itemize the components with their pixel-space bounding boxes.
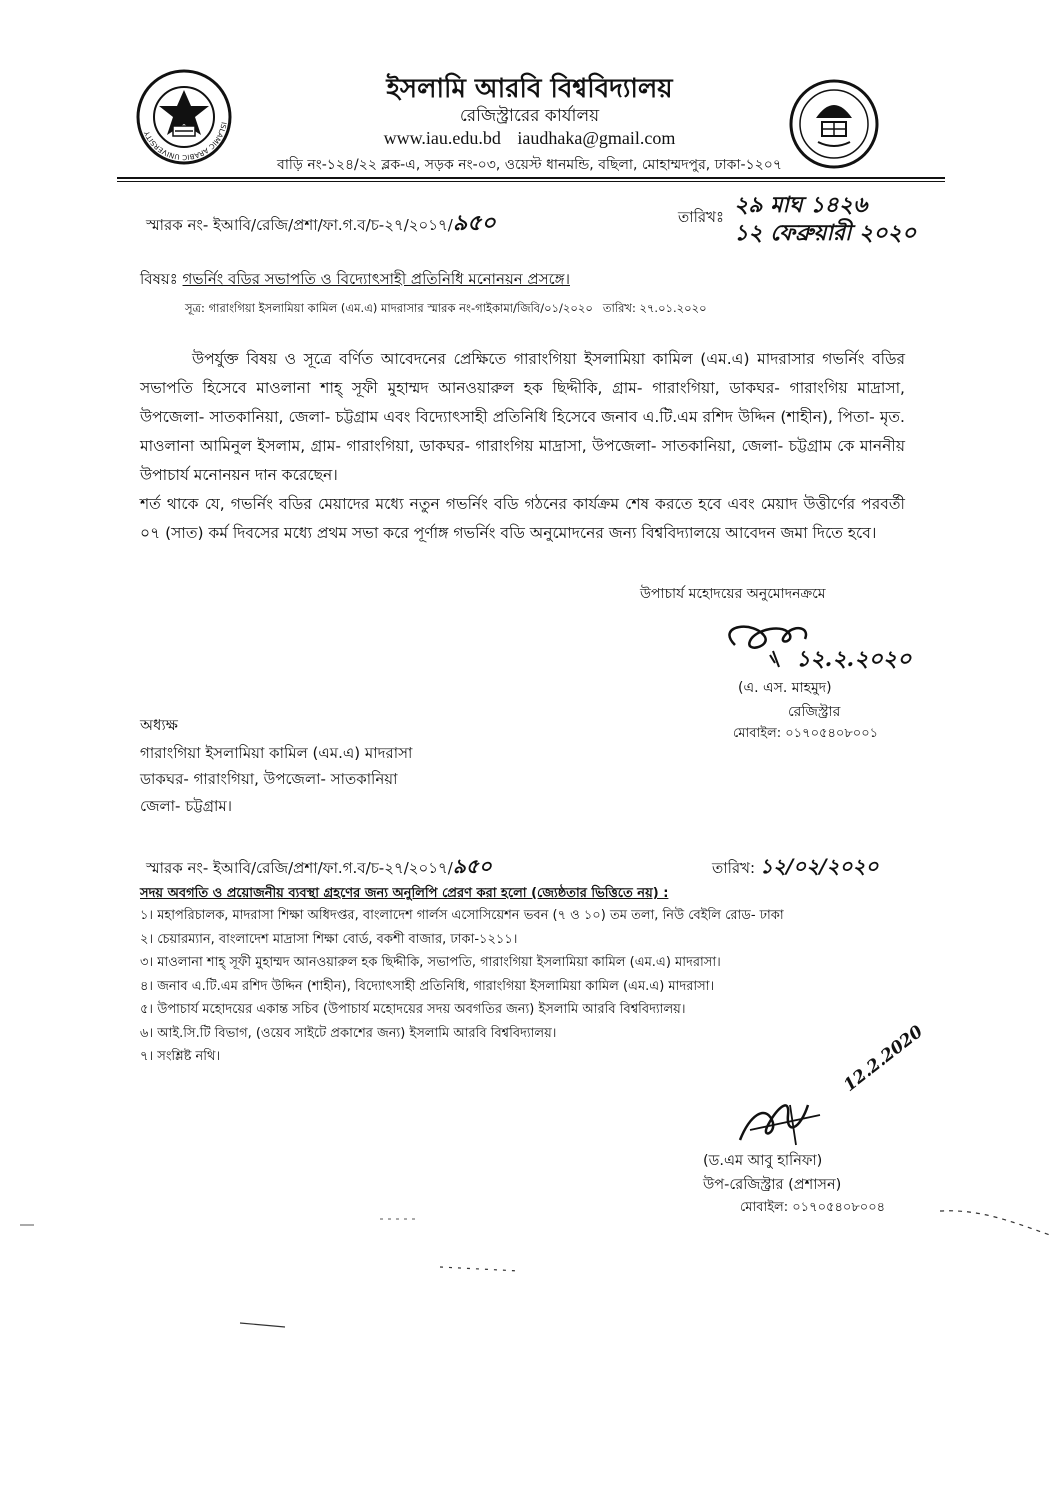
header-divider-thin [117, 181, 945, 182]
memo-ref-label: স্মারক নং- ইআবি/রেজি/প্রশা/ফা.গ.ব/চ-২৭/২০১৭/ [146, 216, 453, 234]
memo-reference [146, 206, 496, 243]
cc-item: ৪। জনাব এ.টি.এম রশিদ উদ্দিন (শাহীন), বিদ্যোৎসাহী প্রতিনিধি, গারাংগিয়া ইসলামিয়া কামিল (এম.এ) মাদরাসা। [140, 978, 715, 994]
registrar-office: রেজিস্ট্রারের কার্যালয় [459, 106, 600, 126]
reference-source [185, 300, 707, 319]
copy-date-value: ১২/০২/২০২০ [759, 854, 879, 878]
email-link[interactable]: iaudhaka@gmail.com [517, 128, 676, 148]
source-text: সূত্র: গারাংগিয়া ইসলামিয়া কামিল (এম.এ) মাদরাসার স্মারক নং-গাইকামা/জিবি/০১/২০২০ [185, 301, 593, 315]
registrar-name: (এ. এস. মাহমুদ) [738, 680, 832, 696]
cc-item: ১। মহাপরিচালক, মাদরাসা শিক্ষা অধিদপ্তর, বাংলাদেশ গার্লস এসোসিয়েশন ভবন (৭ ও ১০) তম তলা, নিউ বেইলি রোড- ঢাকা [140, 908, 784, 923]
memo-ref-number: ৯৫০ [452, 210, 496, 236]
recipient-institution: গারাংগিয়া ইসলামিয়া কামিল (এম.এ) মাদরাসা [140, 744, 413, 762]
address-line: বাড়ি নং-১২৪/২২ ব্লক-এ, সড়ক নং-০৩, ওয়েস্ট ধানমন্ডি, বছিলা, মোহাম্মদপুর, ঢাকা-১২০৭ [277, 157, 782, 173]
registrar-sign-date: ১২.২.২০২০ [796, 646, 912, 672]
cc-heading: সদয় অবগতি ও প্রয়োজনীয় ব্যবস্থা গ্রহণের জন্য অনুলিপি প্রেরণ করা হলো (জ্যেষ্ঠতার ভিত্তিতে নয়) : [140, 886, 669, 901]
deputy-registrar-signature [730, 1085, 840, 1159]
registrar-designation: রেজিস্ট্রার [788, 704, 841, 720]
cc-item: ২। চেয়ারম্যান, বাংলাদেশ মাদ্রাসা শিক্ষা বোর্ড, বকশী বাজার, ঢাকা-১২১১। [140, 931, 518, 947]
contact-line [0, 128, 1059, 149]
scan-noise [0, 1205, 1059, 1345]
copy-memo-reference [146, 852, 492, 885]
subject-text: গভর্নিং বডির সভাপতি ও বিদ্যোৎসাহী প্রতিনিধি মনোনয়ন প্রসঙ্গে। [182, 270, 570, 288]
copy-ref-number: ৯৫০ [452, 854, 492, 878]
deputy-registrar-mobile: মোবাইল: ০১৭০৫৪০৮০০৪ [740, 1200, 886, 1215]
registrar-mobile: মোবাইল: ০১৭০৫৪০৮০০১ [733, 726, 879, 741]
recipient-post: ডাকঘর- গারাংগিয়া, উপজেলা- সাতকানিয়া [140, 770, 398, 788]
memo-date-english: ১২ ফেব্রুয়ারী ২০২০ [734, 220, 917, 246]
source-date: তারিখ: ২৭.০১.২০২০ [602, 301, 707, 315]
subject-label: বিষয়ঃ [140, 270, 178, 288]
deputy-sign-date: 12.2.2020 [840, 1021, 927, 1096]
recipient-title: অধ্যক্ষ [140, 716, 178, 734]
copy-ref-label: স্মারক নং- ইআবি/রেজি/প্রশা/ফা.গ.ব/চ-২৭/২০১৭/ [146, 859, 453, 877]
cc-item: ৭। সংশ্লিষ্ট নথি। [140, 1049, 221, 1064]
approval-note: উপাচার্য মহোদয়ের অনুমোদনক্রমে [640, 586, 826, 602]
body-paragraph-2: শর্ত থাকে যে, গভর্নিং বডির মেয়াদের মধ্যে নতুন গভর্নিং বডি গঠনের কার্যক্রম শেষ করতে হবে এবং মেয়াদ উত্তীর্ণের পরবর্তী ০৭ (সাত) কর্ম দিবসের মধ্যে প্রথম সভা করে পূর্ণাঙ্গ গভর্নিং বডি অনুমোদনের জন্য বিশ্ববিদ্যালয়ে আবেদন জমা দিতে হবে। [140, 495, 905, 542]
deputy-registrar-designation: উপ-রেজিস্ট্রার (প্রশাসন) [703, 1177, 842, 1193]
recipient-district: জেলা- চট্টগ্রাম। [140, 797, 233, 815]
cc-list [140, 904, 784, 1069]
logo-ring-text: ISLAMIC ARABIC UNIVERSITY [142, 121, 228, 162]
memo-date-label: তারিখঃ [678, 208, 724, 226]
body-paragraph-1: উপর্যুক্ত বিষয় ও সূত্রে বর্ণিত আবেদনের প্রেক্ষিতে গারাংগিয়া ইসলামিয়া কামিল (এম.এ) মাদরাসার গভর্নিং বডির সভাপতি হিসেবে মাওলানা শাহ্ সূফী মুহাম্মদ আনওয়ারুল হক ছিদ্দীকি, গ্রাম- গারাংগিয়া, ডাকঘর- গারাংগিয় মাদ্রাসা, উপজেলা- সাতকানিয়া, জেলা- চট্টগ্রাম এবং বিদ্যোৎসাহী প্রতিনিধি হিসেবে জনাব এ.টি.এম রশিদ উদ্দিন (শাহীন), পিতা- মৃত. মাওলানা আমিনুল ইসলাম, গ্রাম- গারাংগিয়া, ডাকঘর- গারাংগিয় মাদ্রাসা, উপজেলা- সাতকানিয়া, জেলা- চট্টগ্রাম কে মাননীয় উপাচার্য মনোনয়ন দান করেছেন। [140, 350, 905, 484]
copy-memo-date [712, 852, 878, 885]
cc-item: ৬। আই.সি.টি বিভাগ, (ওয়েব সাইটে প্রকাশের জন্য) ইসলামি আরবি বিশ্ববিদ্যালয়। [140, 1025, 557, 1041]
header-divider [117, 177, 945, 179]
cc-item: ৫। উপাচার্য মহোদয়ের একান্ত সচিব (উপাচার্য মহোদয়ের সদয় অবগতির জন্য) ইসলামি আরবি বিশ্ববিদ্যালয়। [140, 1002, 686, 1017]
university-name: ইসলামি আরবি বিশ্ববিদ্যালয় [386, 74, 673, 104]
memo-date-bangla: ২৯ মাঘ ১৪২৬ [734, 192, 868, 218]
cc-item: ৩। মাওলানা শাহ্ সূফী মুহাম্মদ আনওয়ারুল হক ছিদ্দীকি, সভাপতি, গারাংগিয়া ইসলামিয়া কামিল (এম.এ) মাদরাসা। [140, 955, 721, 970]
subject-line [140, 268, 570, 293]
website-link[interactable]: www.iau.edu.bd [383, 128, 501, 148]
copy-date-label: তারিখ: [712, 859, 756, 877]
deputy-registrar-name: (ড.এম আবু হানিফা) [703, 1153, 823, 1169]
